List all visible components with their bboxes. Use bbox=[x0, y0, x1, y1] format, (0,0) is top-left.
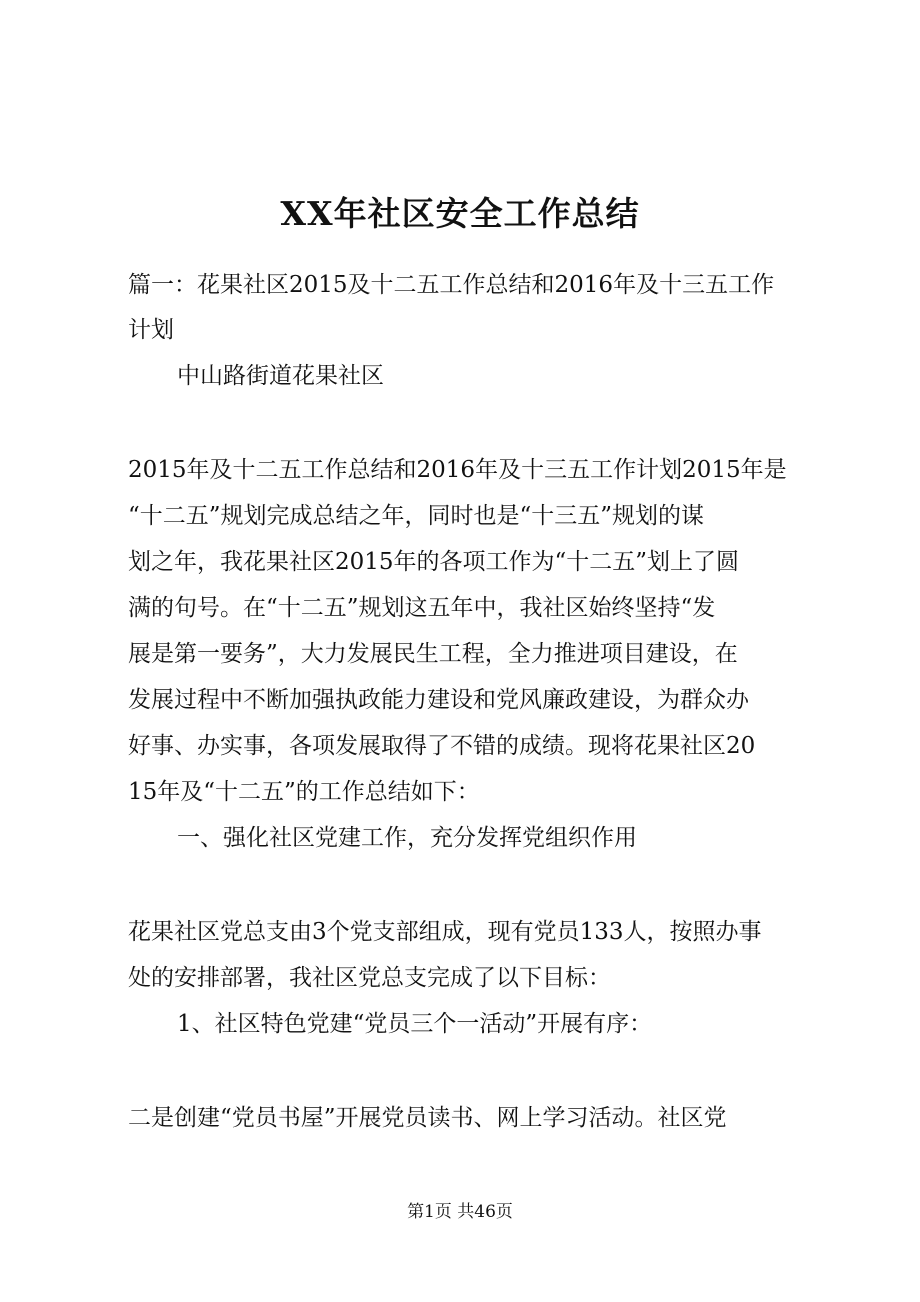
paragraph-line: 发展过程中不断加强执政能力建设和党风廉政建设，为群众办 bbox=[128, 687, 749, 713]
document-title: XX年社区安全工作总结 bbox=[280, 194, 640, 234]
paragraph-line: 花果社区党总支由3个党支部组成，现有党员133人，按照办事 bbox=[128, 919, 762, 945]
page-footer: 第1页 共46页 bbox=[407, 1202, 513, 1222]
paragraph-line: 15年及“十二五”的工作总结如下： bbox=[128, 779, 480, 805]
paragraph-line: 计划 bbox=[128, 317, 174, 343]
paragraph-line: “十二五”规划完成总结之年，同时也是“十三五”规划的谋 bbox=[128, 503, 705, 529]
paragraph-line: 好事、办实事，各项发展取得了不错的成绩。现将花果社区20 bbox=[128, 733, 756, 759]
paragraph-line: 满的句号。在“十二五”规划这五年中，我社区始终坚持“发 bbox=[128, 595, 716, 621]
paragraph-line: 2015年及十二五工作总结和2016年及十三五工作计划2015年是 bbox=[128, 457, 787, 483]
paragraph-line: 篇一：花果社区2015及十二五工作总结和2016年及十三五工作 bbox=[128, 272, 775, 298]
paragraph-line: 处的安排部署，我社区党总支完成了以下目标： bbox=[128, 965, 611, 991]
paragraph-line: 划之年，我花果社区2015年的各项工作为“十二五”划上了圆 bbox=[128, 549, 740, 575]
paragraph-line: 二是创建“党员书屋”开展党员读书、网上学习活动。社区党 bbox=[128, 1105, 727, 1131]
paragraph-line: 展是第一要务”，大力发展民生工程，全力推进项目建设，在 bbox=[128, 641, 738, 667]
subsection-heading: 1、社区特色党建“党员三个一活动”开展有序： bbox=[177, 1011, 653, 1037]
author-line: 中山路街道花果社区 bbox=[177, 363, 384, 389]
section-heading: 一、强化社区党建工作，充分发挥党组织作用 bbox=[177, 825, 637, 851]
